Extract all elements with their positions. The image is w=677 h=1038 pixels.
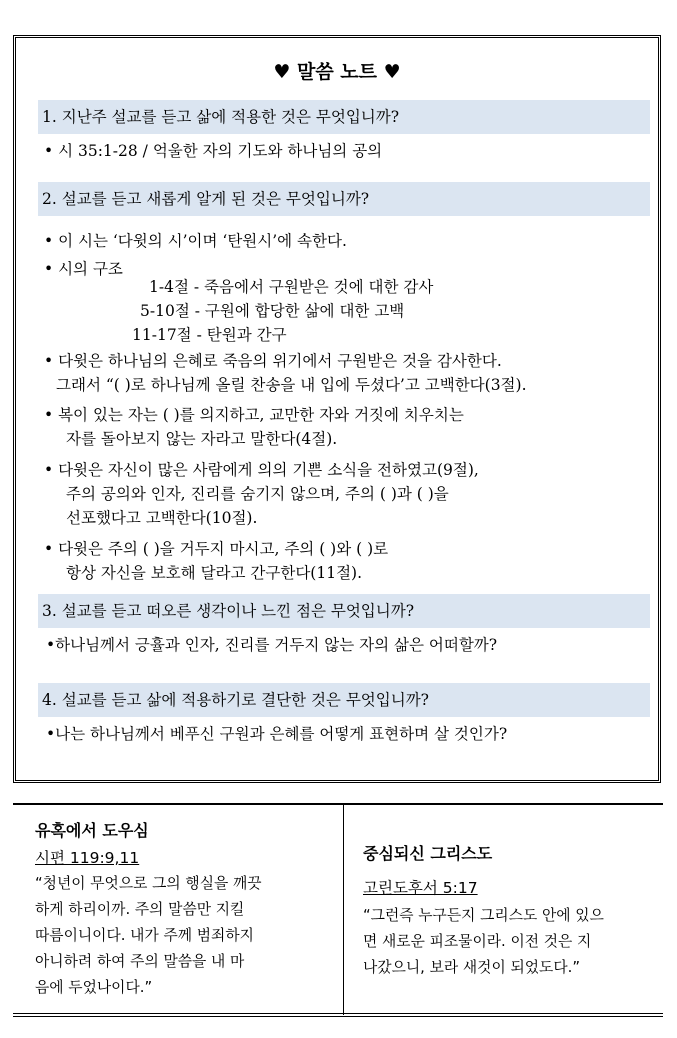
q2-line: 그래서 “( )로 하나님께 올릴 찬송을 내 입에 두셨다’고 고백한다(3절). (56, 376, 527, 394)
answer-4: •나는 하나님께서 베푸신 구원과 은혜를 어떻게 표현하며 살 것인가? (46, 725, 508, 743)
answer-1: • 시 35:1-28 / 억울한 자의 기도와 하나님의 공의 (44, 142, 383, 160)
left-verse-line: 음에 두었나이다.” (35, 979, 153, 996)
q2-line: 항상 자신을 보호해 달라고 간구한다(11절). (66, 564, 363, 582)
q2-line: • 다윗은 하나님의 은혜로 죽음의 위기에서 구원받은 것을 감사한다. (44, 352, 502, 370)
right-verse-reference: 고린도후서 5:17 (363, 879, 478, 897)
left-verse-reference: 시편 119:9,11 (35, 849, 140, 867)
q2-line: 선포했다고 고백한다(10절). (66, 509, 258, 527)
bottom-rule (13, 1013, 663, 1017)
q2-line: 자를 돌아보지 않는 자라고 말한다(4절). (66, 430, 338, 448)
note-title: ♥ 말씀 노트 ♥ (273, 61, 401, 83)
right-verse-title: 중심되신 그리스도 (363, 844, 493, 863)
q2-line: • 이 시는 ‘다윗의 시’이며 ‘탄원시’에 속한다. (44, 232, 347, 250)
q2-structure-line: 5-10절 - 구원에 합당한 삶에 대한 고백 (140, 302, 405, 320)
sermon-note-box (13, 35, 661, 783)
question-4: 4. 설교를 듣고 삶에 적용하기로 결단한 것은 무엇입니까? (38, 683, 650, 717)
q2-line: • 다윗은 자신이 많은 사람에게 의의 기쁜 소식을 전하였고(9절), (44, 461, 479, 479)
top-rule (13, 803, 663, 805)
question-3: 3. 설교를 듣고 떠오른 생각이나 느낀 점은 무엇입니까? (38, 594, 650, 628)
left-verse-title: 유혹에서 도우심 (35, 821, 149, 840)
q2-line: • 시의 구조 (44, 260, 123, 278)
left-verse-line: 따름이니이다. 내가 주께 범죄하지 (35, 927, 254, 944)
left-verse-line: 하게 하리이까. 주의 말씀만 지킬 (35, 901, 245, 918)
left-verse-line: “청년이 무엇으로 그의 행실을 깨끗 (35, 875, 262, 892)
right-verse-line: 나갔으니, 보라 새것이 되었도다.” (363, 959, 581, 976)
right-verse-line: “그런즉 누구든지 그리스도 안에 있으 (363, 907, 604, 924)
q2-structure-line: 11-17절 - 탄원과 간구 (132, 326, 287, 344)
q2-structure-line: 1-4절 - 죽음에서 구원받은 것에 대한 감사 (149, 278, 434, 296)
memory-verses (13, 803, 663, 1017)
right-verse-line: 면 새로운 피조물이라. 이전 것은 지 (363, 933, 592, 950)
q2-line: • 복이 있는 자는 ( )를 의지하고, 교만한 자와 거짓에 치우치는 (44, 406, 464, 424)
q2-line: 주의 공의와 인자, 진리를 숨기지 않으며, 주의 ( )과 ( )을 (66, 485, 449, 503)
column-divider (343, 803, 344, 1015)
left-verse-line: 아니하려 하여 주의 말씀을 내 마 (35, 953, 245, 970)
q2-line: • 다윗은 주의 ( )을 거두지 마시고, 주의 ( )와 ( )로 (44, 540, 389, 558)
answer-3: •하나님께서 긍휼과 인자, 진리를 거두지 않는 자의 삶은 어떠할까? (46, 636, 498, 654)
question-2: 2. 설교를 듣고 새롭게 알게 된 것은 무엇입니까? (38, 182, 650, 216)
question-1: 1. 지난주 설교를 듣고 삶에 적용한 것은 무엇입니까? (38, 100, 650, 134)
